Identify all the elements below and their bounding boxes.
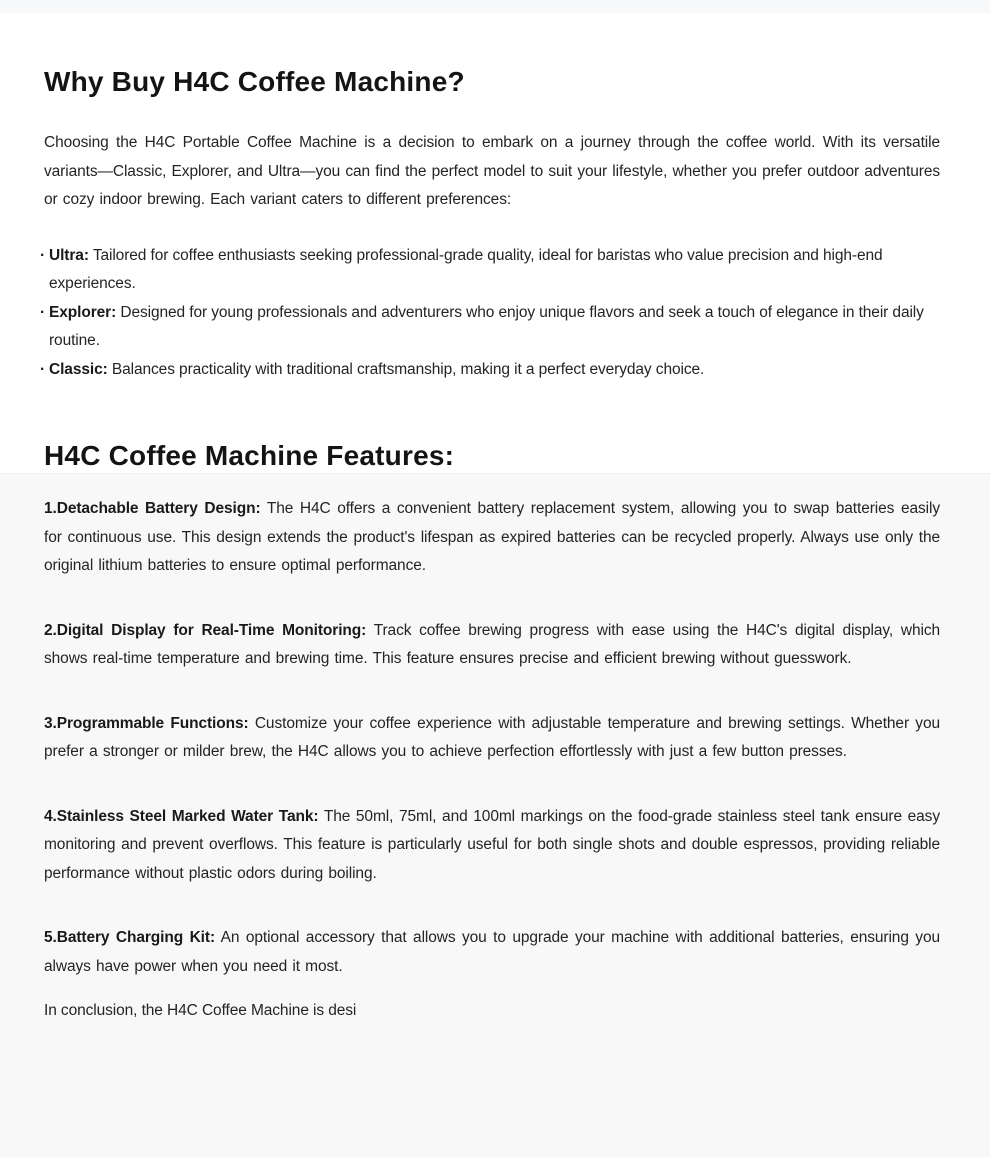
feature-text: The 50ml, 75ml, and 100ml markings on the food-grade stainless steel tank ensure easy monitoring and prevent overflows. This feature is particularly useful for both single shots and double espressos, providing reliable performance without plastic odors during boiling. xyxy=(44,807,940,882)
feature-item xyxy=(44,495,940,581)
feature-item xyxy=(44,803,940,889)
intro-paragraph: Choosing the H4C Portable Coffee Machine is a decision to embark on a journey through the coffee world. With its versatile variants—Classic, Explorer, and Ultra—you can find the perfect model to suit your lifestyle, whether you prefer outdoor adventures or cozy indoor brewing. Each variant caters to different preferences: xyxy=(44,134,940,208)
features-title: H4C Coffee Machine Features: xyxy=(44,440,455,471)
list-item xyxy=(40,356,940,385)
variant-label: Ultra: xyxy=(49,246,89,264)
feature-text: Customize your coffee experience with adjustable temperature and brewing settings. Whether you prefer a stronger or milder brew, the H4C allows you to achieve perfection effortlessly with just a few button presses. xyxy=(44,714,940,760)
feature-label: 4.Stainless Steel Marked Water Tank: xyxy=(44,807,319,825)
feature-item xyxy=(44,924,940,981)
top-divider-strip xyxy=(0,0,990,13)
variant-text: Tailored for coffee enthusiasts seeking professional-grade quality, ideal for baristas who value precision and high-end experiences. xyxy=(49,246,883,292)
bullet-icon: · xyxy=(40,303,46,321)
feature-text: An optional accessory that allows you to upgrade your machine with additional batteries, ensuring you always have power when you need it most. xyxy=(44,929,940,975)
variant-label: Classic: xyxy=(49,360,108,378)
conclusion-paragraph: In conclusion, the H4C Coffee Machine is desi xyxy=(44,1002,357,1019)
feature-label: 2.Digital Display for Real-Time Monitoring: xyxy=(44,621,367,639)
variant-label: Explorer: xyxy=(49,303,117,321)
feature-item xyxy=(44,710,940,767)
bullet-icon: · xyxy=(40,246,46,264)
bullet-icon: · xyxy=(40,360,46,378)
variant-text: Balances practicality with traditional craftsmanship, making it a perfect everyday choice. xyxy=(111,360,705,378)
features-section xyxy=(0,473,990,1157)
feature-label: 1.Detachable Battery Design: xyxy=(44,500,261,517)
feature-label: 5.Battery Charging Kit: xyxy=(44,929,216,946)
feature-item xyxy=(44,617,940,674)
list-item xyxy=(40,242,940,299)
why-buy-section xyxy=(0,65,990,473)
variant-text: Designed for young professionals and adventurers who enjoy unique flavors and seek a touch of elegance in their daily routine. xyxy=(49,303,924,349)
list-item xyxy=(40,299,940,356)
variant-list xyxy=(40,242,940,385)
feature-text: The H4C offers a convenient battery replacement system, allowing you to swap batteries easily for continuous use. This design extends the product's lifespan as expired batteries can be recycled properly. Always use only the original lithium batteries to ensure optimal performance. xyxy=(44,500,940,574)
feature-label: 3.Programmable Functions: xyxy=(44,714,249,732)
page-title: Why Buy H4C Coffee Machine? xyxy=(44,66,465,97)
feature-text: Track coffee brewing progress with ease using the H4C's digital display, which shows real-time temperature and brewing time. This feature ensures precise and efficient brewing without guesswork. xyxy=(44,621,940,667)
